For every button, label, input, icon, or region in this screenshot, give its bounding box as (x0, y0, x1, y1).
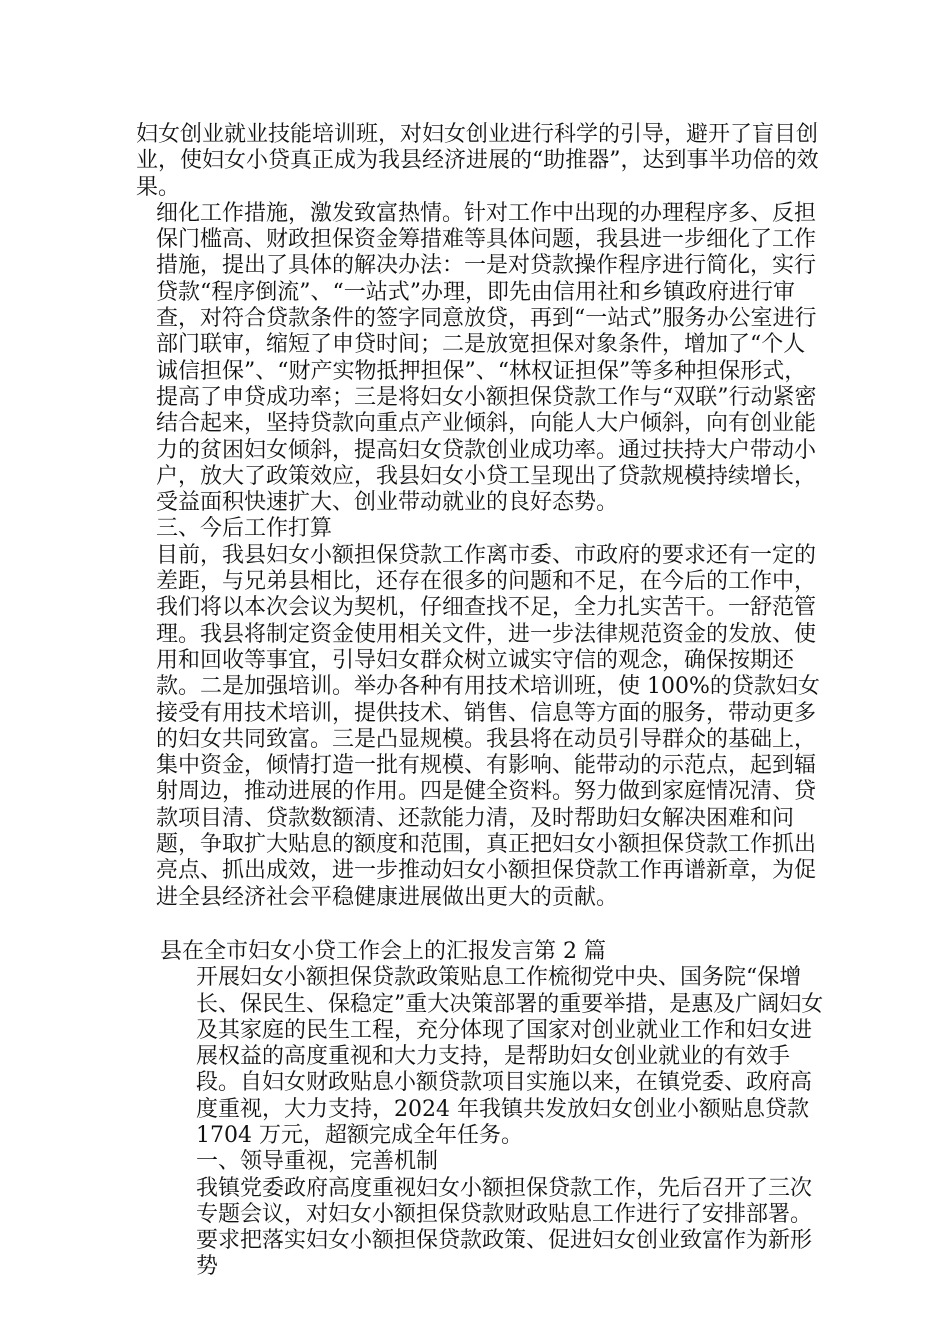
paragraph-detailed-measures: 细化工作措施，激发致富热情。针对工作中出现的办理程序多、反担保门槛高、财政担保资金筹措难等具体问题，我县进一步细化了工作措施，提出了具体的解决办法：一是对贷款操作程序进行简化，实行贷款“程序倒流”、“一站式”办理，即先由信用社和乡镇政府进行审查，对符合贷款条件的签字同意放贷，再到“一站式”服务办公室进行部门联审，缩短了申贷时间；二是放宽担保对象条件，增加了“个人诚信担保”、“财产实物抵押担保”、“林权证担保”等多种担保形式，提高了申贷成功率；三是将妇女小额担保贷款工作与“双联”行动紧密结合起来，坚持贷款向重点产业倾斜，向能人大户倾斜，向有创业能力的贫困妇女倾斜，提高妇女贷款创业成功率。通过扶持大户带动小户，放大了政策效应，我县妇女小贷工呈现出了贷款规模持续增长，受益面积快速扩大、创业带动就业的良好态势。 (156, 200, 817, 516)
paragraph-leadership: 我镇党委政府高度重视妇女小额担保贷款工作，先后召开了三次专题会议，对妇女小额担保贷款财政贴息工作进行了安排部署。要求把落实妇女小额担保贷款政策、促进妇女创业致富作为新形势 (196, 1175, 813, 1280)
paragraph-continuation: 妇女创业就业技能培训班，对妇女创业进行科学的引导，避开了盲目创业，使妇女小贷真正成为我县经济进展的“助推器”，达到事半功倍的效果。 (136, 122, 819, 200)
heading-future-plans: 三、今后工作打算 (156, 516, 333, 542)
paragraph-introduction: 开展妇女小额担保贷款政策贴息工作梳彻党中央、国务院“保增长、保民生、保稳定”重大决策部署的重要举措，是惠及广阔妇女及其家庭的民生工程，充分体现了国家对创业就业工作和妇女进展权益的高度重视和大力支持，是帮助妇女创业就业的有效手段。自妇女财政贴息小额贷款项目实施以来，在镇党委、政府高度重视，大力支持，2024 年我镇共发放妇女创业小额贴息贷款 1704 万元，超额完成全年任务。 (196, 965, 824, 1148)
section-title-part-2: 县在全市妇女小贷工作会上的汇报发言第 2 篇 (160, 938, 606, 964)
section-gap (136, 911, 826, 939)
heading-leadership: 一、领导重视，完善机制 (196, 1149, 439, 1175)
document-body (136, 122, 826, 1281)
paragraph-future-plans: 目前，我县妇女小额担保贷款工作离市委、市政府的要求还有一定的差距，与兄弟县相比，还存在很多的问题和不足，在今后的工作中，我们将以本次会议为契机，仔细查找不足，全力扎实苦干。一舒范管理。我县将制定资金使用相关文件，进一步法律规范资金的发放、使用和回收等事宜，引导妇女群众树立诚实守信的观念，确保按期还款。二是加强培训。举办各种有用技术培训班，使 100%的贷款妇女接受有用技术培训，提供技术、销售、信息等方面的服务，带动更多的妇女共同致富。三是凸显规模。我县将在动员引导群众的基础上，集中资金，倾情打造一批有规模、有影响、能带动的示范点，起到辐射周边，推动进展的作用。四是健全资料。努力做到家庭情况清、贷款项目清、贷款数额清、还款能力清，及时帮助妇女解决困难和问题，争取扩大贴息的额度和范围，真正把妇女小额担保贷款工作抓出亮点、抓出成效，进一步推动妇女小额担保贷款工作再谱新章，为促进全县经济社会平稳健康进展做出更大的贡献。 (156, 542, 820, 910)
